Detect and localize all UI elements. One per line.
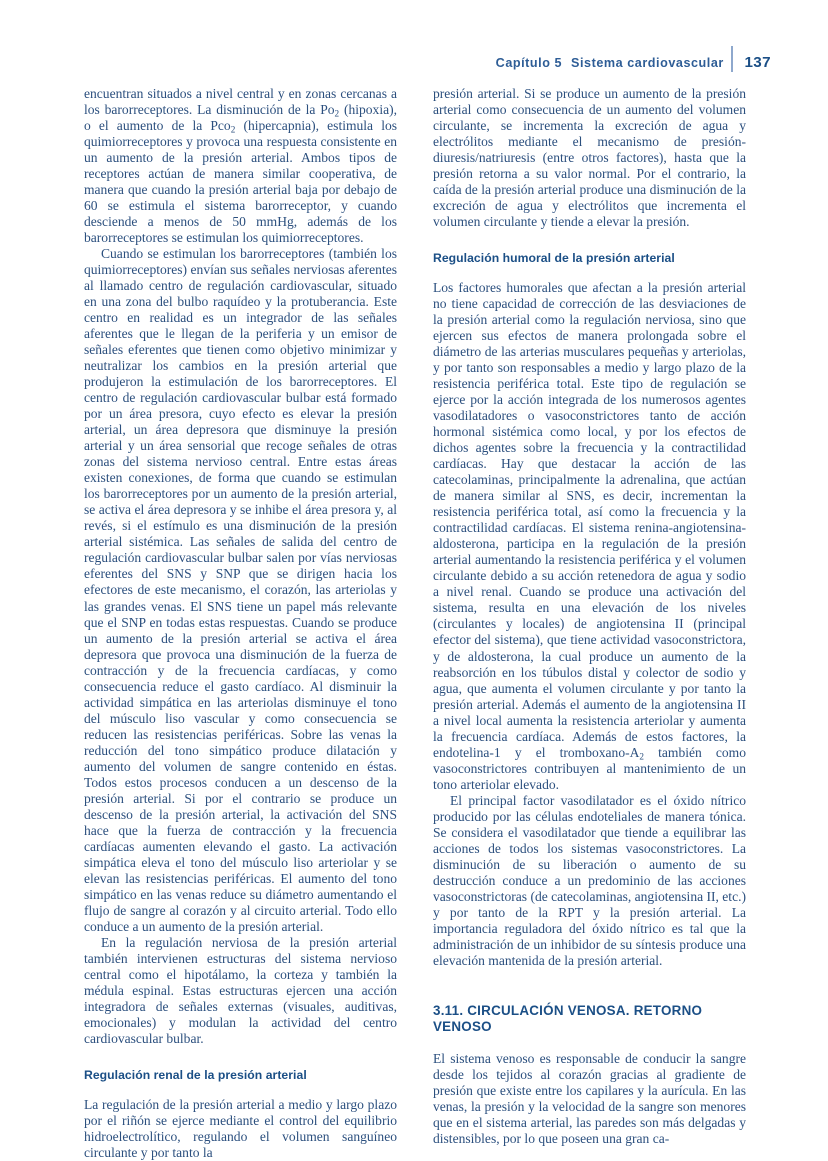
left-column: [84, 86, 397, 1161]
running-head: [496, 41, 771, 71]
heading-regulacion-renal: Regulación renal de la presión arterial: [84, 1067, 307, 1082]
paragraph-continuation: encuentran situados a nivel central y en zonas cercanas a los barorreceptores. La disminución de la $Po_2$ (hipoxia), o el aumento de la Pco$_2$ (hipercapnia), estimula los quimiorreceptores y provoca una respuesta consistente en un aumento de la presión arterial. Ambos tipos de receptores actúan de manera similar cooperativa, de manera que cuando la presión arterial baja por debajo de 60 se estimula el sistema barorreceptor, y cuando desciende a menos de 50 mmHg, además de los barorreceptores se estimulan los quimiorreceptores.: [84, 86, 398, 246]
paragraph-venous-system: El sistema venoso es responsable de conducir la sangre desde los tejidos al corazón gracias al gradiente de presión que existe entre los capilares y la aurícula. En las venas, la presión y la velocidad de la sangre son menores que en el sistema arterial, las paredes son más delgadas y distensibles, por lo que poseen una gran ca-: [433, 1050, 746, 1146]
chapter-title: Sistema cardiovascular: [571, 56, 724, 70]
pco2-subscript: 2: [230, 124, 236, 135]
two-column-body: [84, 86, 746, 1161]
paragraph-renal-regulation: La regulación de la presión arterial a medio y largo plazo por el riñón se ejerce mediante el control del equilibrio hidroelectrolítico, regulando el volumen sanguíneo circulante y por tanto la: [84, 1096, 397, 1160]
tromboxano-a2-subscript: 2: [639, 751, 644, 762]
paragraph-nervous-regulation: En la regulación nerviosa de la presión arterial también intervienen estructuras del sistema nervioso central como el hipotálamo, la corteza y también la médula espinal. Estas estructuras ejercen una acción integradora de señales externas (visuales, auditivas, emocionales) y modulan la actividad del centro cardiovascular bulbar.: [84, 934, 397, 1046]
paragraph-nitric-oxide: El principal factor vasodilatador es el óxido nítrico producido por las células endoteliales de manera tónica. Se considera el vasodilatador que tiende a equilibrar las acciones de todos los sistemas vasoconstrictores. La disminución de su liberación o aumento de su destrucción conduce a un predominio de las acciones vasoconstrictoras (de catecolaminas, angiotensina II, etc.) y por tanto de la RPT y la presión arterial. La importancia reguladora del óxido nítrico es tal que la administración de un inhibidor de su síntesis produce una elevación mantenida de la presión arterial.: [433, 792, 746, 968]
po2-subscript: 2: [334, 108, 340, 119]
heading-circulacion-venosa: 3.11. CIRCULACIÓN VENOSA. RETORNO VENOSO: [433, 1002, 703, 1034]
paragraph-baroreceptors: Cuando se estimulan los barorreceptores (también los quimiorreceptores) envían sus señales nerviosas aferentes al llamado centro de regulación cardiovascular, situado en una zona del bulbo raquídeo y la protuberancia. Este centro en realidad es un integrador de las señales aferentes que le llegan de la periferia y un emisor de señales eferentes que tienen como objetivo minimizar y neutralizar los cambios en la presión arterial que produjeron la estimulación de los barorreceptores. El centro de regulación cardiovascular bulbar está formado por un área presora, cuyo efecto es elevar la presión arterial, un área depresora que disminuye la presión arterial y un área sensorial que recoge señales de otras zonas del sistema nervioso central. Entre estas áreas existen conexiones, de forma que cuando se estimulan los barorreceptores por un aumento de la presión arterial, se activa el área depresora y se inhibe el área presora y, al revés, si el estímulo es una disminución de la presión arterial sistémica. Las señales de salida del centro de regulación cardiovascular bulbar salen por vías nerviosas eferentes del SNS y SNP que se dirigen hacia los efectores de este mecanismo, el corazón, las arteriolas y las grandes venas. El SNS tiene un papel más relevante que el SNP en todas estas respuestas. Cuando se produce un aumento de la presión arterial se activa el área depresora que provoca una disminución de la fuerza de contracción y de la frecuencia cardíacas, y como consecuencia reduce el gasto cardíaco. Al disminuir la actividad simpática en las arteriolas disminuye el tono del músculo liso vascular y como consecuencia se reducen las resistencias periféricas. Sobre las venas la reducción del tono simpático produce dilatación y aumento del volumen de sangre contenido en éstas. Todos estos procesos conducen a un descenso de la presión arterial. Si por el contrario se produce un descenso de la presión arterial, la activación del SNS hace que la fuerza de contracción y la frecuencia cardíacas aumenten elevando el gasto. La activación simpática eleva el tono del músculo liso arteriolar y se elevan las resistencias periféricas. El aumento del tono simpático en las venas reduce su diámetro aumentando el flujo de sangre al corazón y al circuito arterial. Todo ello conduce a un aumento de la presión arterial.: [84, 246, 397, 934]
right-column: [433, 86, 746, 1161]
chapter-label: Capítulo 5: [495, 56, 563, 70]
page-number: 137: [744, 54, 771, 71]
header-divider-rule: [731, 46, 734, 72]
paragraph-humoral-factors: Los factores humorales que afectan a la presión arterial no tiene capacidad de corrección de las desviaciones de la presión arterial como la regulación nerviosa, sino que ejercen sus efectos de manera prolongada sobre el diámetro de las arterias musculares pequeñas y arteriolas, y por tanto son responsables a medio y largo plazo de la resistencia periférica total. Este tipo de regulación se ejerce por la acción integrada de los numerosos agentes vasodilatadores o vasoconstrictores tanto de acción hormonal sistémica como local, y por los efectos de dichos agentes sobre la frecuencia y la contractilidad cardíacas. Hay que destacar la acción de las catecolaminas, principalmente la adrenalina, que actúan de manera similar al SNS, es decir, incrementan la resistencia periférica total, así como la frecuencia y la contractilidad cardíacas. El sistema renina-angiotensina-aldosterona, participa en la regulación de la presión arterial aumentando la resistencia periférica y el volumen circulante debido a su acción retenedora de agua y sodio a nivel renal. Cuando se produce una activación del sistema, resulta en una elevación de los niveles (circulantes y locales) de angiotensina II (principal efector del sistema), que tiene actividad vasoconstrictora, y de aldosterona, la cual produce un aumento de la reabsorción en los túbulos distal y colector de sodio y agua, que aumenta el volumen circulante y por tanto la presión arterial. Además el aumento de la angiotensina II a nivel local aumenta la resistencia arteriolar y aumenta la frecuencia cardíaca. Además de estos factores, la endotelina-1 y el tromboxano-$A_2$ también como vasoconstrictores contribuyen al mantenimiento de un tono arteriolar elevado.: [433, 280, 746, 792]
paragraph-renal-continuation: presión arterial. Si se produce un aumento de la presión arterial como consecuencia de un aumento del volumen circulante, se incrementa la excreción de agua y electrólitos mediante el mecanismo de presión-diuresis/natriuresis (entre otros factores), hasta que la presión retorna a su valor normal. Por el contrario, la caída de la presión arterial produce una disminución de la excreción de agua y electrólitos que incrementa el volumen circulante y tiende a elevar la presión.: [433, 86, 746, 230]
heading-regulacion-humoral: Regulación humoral de la presión arterial: [433, 251, 675, 266]
